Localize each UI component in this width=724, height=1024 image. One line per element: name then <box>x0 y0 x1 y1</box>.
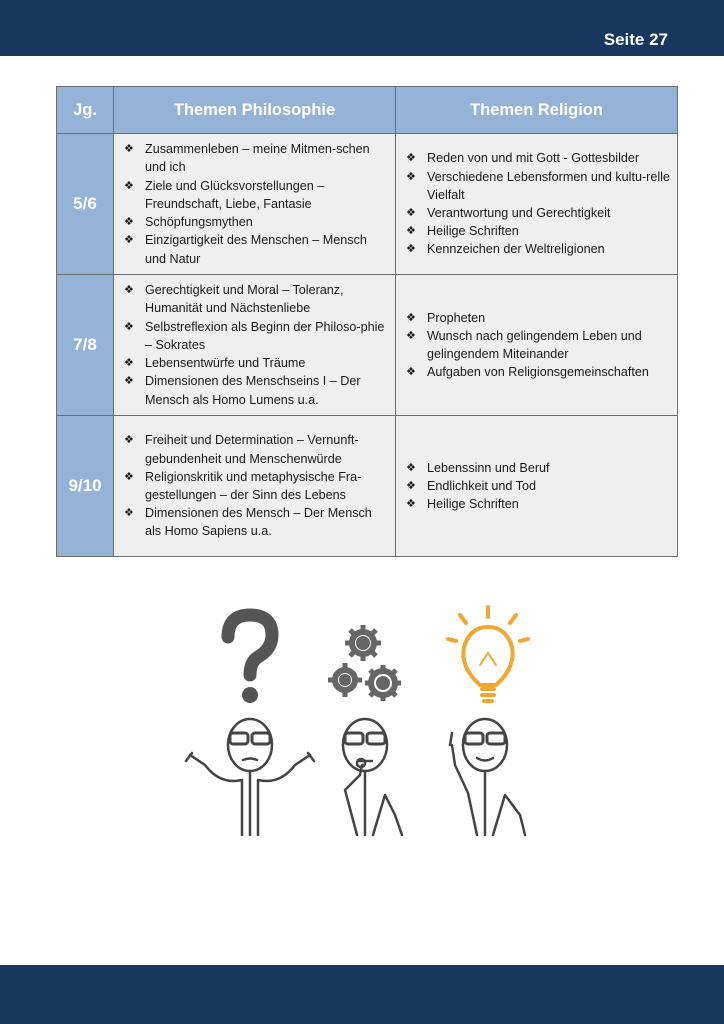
list-item: ❖ Verschiedene Lebensformen und kultu-relle Vielfalt <box>406 168 671 204</box>
religion-topics-cell <box>396 134 678 275</box>
list-item: ❖ Dimensionen des Mensch – Der Mensch als Homo Sapiens u.a. <box>124 504 389 540</box>
list-item: ❖ Religionskritik und metaphysische Fra-gestellungen – der Sinn des Lebens <box>124 468 389 504</box>
list-item: ❖ Selbstreflexion als Beginn der Philoso-phie – Sokrates <box>124 318 389 354</box>
list-item: ❖ Kennzeichen der Weltreligionen <box>406 240 671 258</box>
bottom-footer-bar <box>0 965 724 1024</box>
list-item: ❖ Heilige Schriften <box>406 222 671 240</box>
list-item: ❖ Gerechtigkeit und Moral – Toleranz, Humanität und Nächstenliebe <box>124 281 389 317</box>
list-item: ❖ Reden von und mit Gott - Gottesbilder <box>406 149 671 167</box>
list-item: ❖ Propheten <box>406 309 671 327</box>
table-row-grade-7-8 <box>57 275 678 416</box>
religion-topics-cell <box>396 275 678 416</box>
list-item: ❖ Ziele und Glücksvorstellungen – Freundschaft, Liebe, Fantasie <box>124 177 389 213</box>
gears-icon <box>328 625 401 701</box>
thinking-figures-illustration <box>180 605 540 845</box>
column-header-philosophy: Themen Philosophie <box>114 87 396 134</box>
list-item: ❖ Dimensionen des Menschseins I – Der Mensch als Homo Lumens u.a. <box>124 372 389 408</box>
column-header-religion: Themen Religion <box>396 87 678 134</box>
list-item: ❖ Verantwortung und Gerechtigkeit <box>406 204 671 222</box>
grade-cell: 5/6 <box>57 134 114 275</box>
list-item: ❖ Zusammenleben – meine Mitmen-schen und ich <box>124 140 389 176</box>
list-item: ❖ Lebensentwürfe und Träume <box>124 354 389 372</box>
grade-cell: 7/8 <box>57 275 114 416</box>
gears-thinker <box>328 625 402 835</box>
grade-cell: 9/10 <box>57 416 114 557</box>
lightbulb-icon <box>448 607 528 701</box>
list-item: ❖ Endlichkeit und Tod <box>406 477 671 495</box>
question-mark-thinker <box>186 615 314 835</box>
philosophy-topics-cell <box>114 134 396 275</box>
column-header-grade: Jg. <box>57 87 114 134</box>
list-item: ❖ Schöpfungsmythen <box>124 213 389 231</box>
topics-table <box>56 86 678 557</box>
lightbulb-thinker <box>448 607 528 835</box>
philosophy-topics-cell <box>114 416 396 557</box>
religion-topics-cell <box>396 416 678 557</box>
table-row-grade-9-10 <box>57 416 678 557</box>
list-item: ❖ Wunsch nach gelingendem Leben und gelingendem Miteinander <box>406 327 671 363</box>
philosophy-topics-cell <box>114 275 396 416</box>
page-number: Seite 27 <box>603 30 668 49</box>
question-mark-icon <box>228 615 272 703</box>
list-item: ❖ Einzigartigkeit des Menschen – Mensch und Natur <box>124 231 389 267</box>
list-item: ❖ Freiheit und Determination – Vernunft-gebundenheit und Menschenwürde <box>124 431 389 467</box>
list-item: ❖ Heilige Schriften <box>406 495 671 513</box>
table-row-grade-5-6 <box>57 134 678 275</box>
list-item: ❖ Aufgaben von Religionsgemeinschaften <box>406 363 671 381</box>
table-header-row <box>57 87 678 134</box>
list-item: ❖ Lebenssinn und Beruf <box>406 459 671 477</box>
